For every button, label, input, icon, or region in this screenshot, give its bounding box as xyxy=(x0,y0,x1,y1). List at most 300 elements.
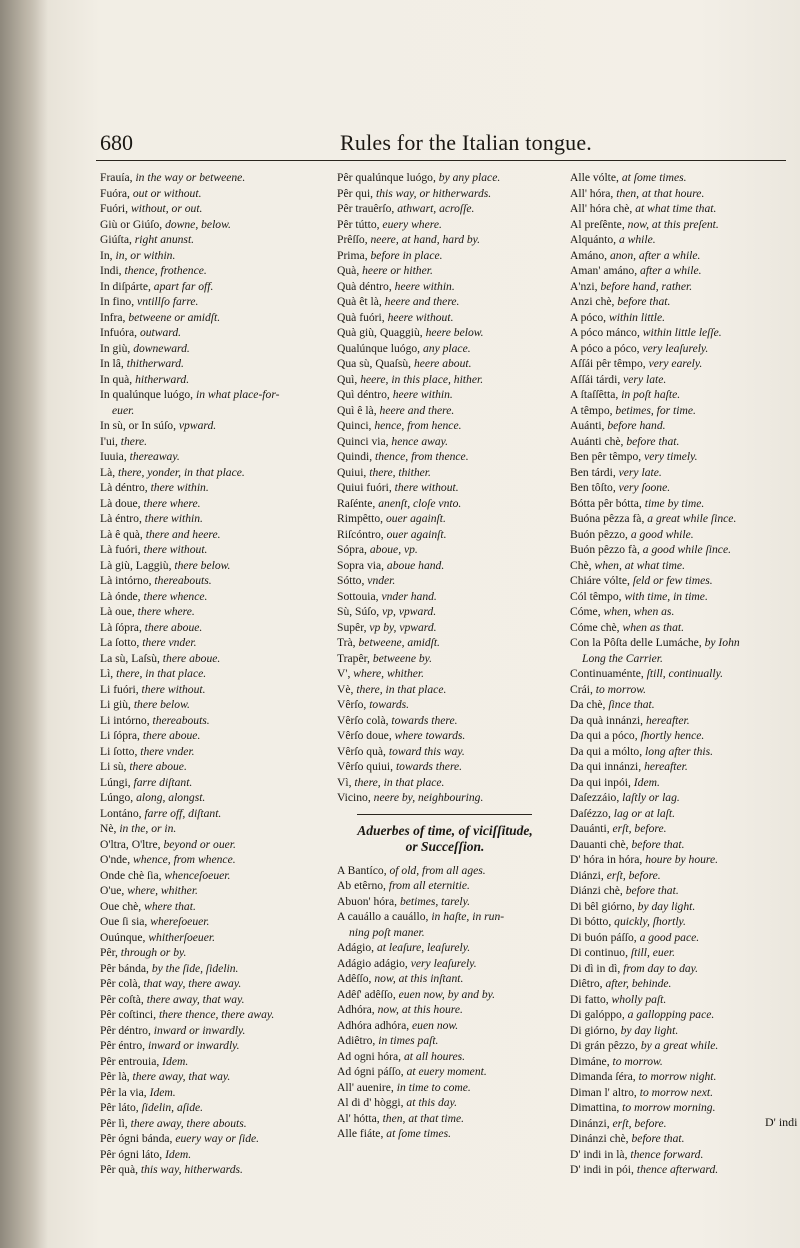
italian-term: Sótto, xyxy=(337,574,365,587)
italian-term: Frauía, xyxy=(100,171,133,184)
english-gloss: lag or at laſt. xyxy=(613,806,675,820)
italian-term: Indi, xyxy=(100,264,122,277)
english-gloss: thence afterward. xyxy=(636,1163,719,1176)
dictionary-entry xyxy=(100,1147,332,1163)
english-gloss: betweene or amidſt. xyxy=(128,310,221,324)
english-gloss: very earely. xyxy=(648,357,703,370)
english-gloss: heere and there. xyxy=(384,295,460,308)
english-gloss: where, whither. xyxy=(353,667,425,680)
italian-term: Pêr qualúnque luógo, xyxy=(337,171,436,184)
english-gloss: ſhortly hence. xyxy=(640,729,705,742)
italian-term: La ſotto, xyxy=(100,636,140,649)
english-gloss: very timely. xyxy=(644,450,698,463)
italian-term: Dimanda ſéra, xyxy=(570,1070,636,1083)
dictionary-entry xyxy=(337,232,563,248)
italian-term: Quì, xyxy=(337,372,358,386)
dictionary-entry xyxy=(570,899,790,915)
english-gloss: heere below. xyxy=(425,326,484,339)
dictionary-entry xyxy=(100,868,332,884)
italian-term: Li fuóri, xyxy=(100,682,139,696)
italian-term: Pêr láto, xyxy=(100,1101,139,1114)
dictionary-entry xyxy=(337,263,563,279)
english-gloss: before hand. xyxy=(607,419,666,432)
italian-term: Di continuo, xyxy=(570,946,628,959)
english-gloss: anenſt, cloſe vnto. xyxy=(378,496,462,510)
english-gloss: there and heere. xyxy=(145,527,221,541)
italian-term: Da qui inpói, xyxy=(570,775,631,789)
english-gloss: ouer againſt. xyxy=(385,512,446,525)
english-gloss: there away, that way. xyxy=(146,992,245,1006)
english-gloss: before that. xyxy=(631,837,685,851)
dictionary-entry xyxy=(100,542,332,558)
dictionary-entry xyxy=(100,294,332,310)
dictionary-entry xyxy=(337,589,563,605)
italian-term: Quiui, xyxy=(337,465,367,479)
english-gloss: in what place-for- xyxy=(195,388,280,401)
italian-term: A póco mánco, xyxy=(570,326,640,339)
italian-term: Supêr, xyxy=(337,620,367,634)
english-gloss: with time, in time. xyxy=(624,589,708,603)
italian-term: Alle fiáte, xyxy=(337,1127,384,1140)
italian-term: Da qui innánzi, xyxy=(570,760,642,773)
english-gloss: very ſoone. xyxy=(618,481,671,494)
italian-term: Lúngo, xyxy=(100,791,134,804)
dictionary-entry xyxy=(100,806,332,822)
italian-term: Da qui a mólto, xyxy=(570,744,643,758)
italian-term: Oue chè, xyxy=(100,899,142,913)
italian-term: Quà fuóri, xyxy=(337,310,385,324)
english-gloss: thitherward. xyxy=(126,357,184,370)
italian-term: Crái, xyxy=(570,682,593,696)
english-gloss: thence, from thence. xyxy=(375,450,469,463)
italian-term: Di galóppo, xyxy=(570,1008,625,1021)
dictionary-entry xyxy=(100,1038,332,1054)
english-gloss: heere within. xyxy=(394,279,455,293)
italian-term: In fino, xyxy=(100,295,135,308)
italian-term: I'ui, xyxy=(100,434,118,448)
italian-term: Vêrſo quà, xyxy=(337,744,386,758)
dictionary-entry xyxy=(337,465,563,481)
english-gloss: there where. xyxy=(137,605,195,618)
dictionary-entry xyxy=(100,899,332,915)
dictionary-entry xyxy=(100,263,332,279)
italian-term: Quà déntro, xyxy=(337,279,392,293)
dictionary-entry xyxy=(570,1100,790,1116)
italian-term: Qua sù, Quaſsù, xyxy=(337,357,412,370)
dictionary-entry xyxy=(337,697,563,713)
italian-term: Là intórno, xyxy=(100,574,152,587)
english-gloss: euen now, by and by. xyxy=(398,987,496,1001)
dictionary-entry xyxy=(337,790,563,806)
dictionary-entry xyxy=(570,434,790,450)
english-gloss: towards there. xyxy=(391,713,458,727)
dictionary-entry xyxy=(337,863,563,879)
italian-term: Pêr coſtà, xyxy=(100,992,144,1006)
italian-term: Pêr entrouia, xyxy=(100,1054,160,1068)
english-gloss: Idem. xyxy=(162,1054,189,1068)
dictionary-entry xyxy=(337,940,563,956)
italian-term: Fuóri, xyxy=(100,202,129,215)
dictionary-entry xyxy=(100,666,332,682)
italian-term: Alquánto, xyxy=(570,233,617,246)
dictionary-entry xyxy=(570,1007,790,1023)
italian-term: Infuóra, xyxy=(100,326,138,339)
dictionary-entry xyxy=(100,201,332,217)
english-gloss: ſtill, continually. xyxy=(646,667,723,680)
english-gloss: there, in that place. xyxy=(354,775,445,789)
dictionary-entry xyxy=(337,542,563,558)
italian-term: Ben tôſto, xyxy=(570,481,616,494)
italian-term: Cól têmpo, xyxy=(570,589,622,603)
italian-term: Raſénte, xyxy=(337,496,376,510)
dictionary-entry xyxy=(570,542,790,558)
italian-term: Diman l' altro, xyxy=(570,1085,637,1099)
italian-term: Li sù, xyxy=(100,760,127,773)
italian-term: O'nde, xyxy=(100,853,131,866)
dictionary-entry xyxy=(570,930,790,946)
italian-term: Buón pêzzo, xyxy=(570,527,628,541)
dictionary-entry xyxy=(337,372,563,388)
italian-term: Daſezzáio, xyxy=(570,791,620,804)
italian-term: In sù, or In súſo, xyxy=(100,419,176,432)
dictionary-entry xyxy=(337,170,563,186)
english-gloss: before that. xyxy=(631,1132,685,1145)
italian-term: In qualúnque luógo, xyxy=(100,388,194,401)
italian-term: Là doue, xyxy=(100,496,141,510)
dictionary-entry xyxy=(337,651,563,667)
dictionary-entry xyxy=(570,356,790,372)
dictionary-entry xyxy=(100,852,332,868)
dictionary-entry xyxy=(570,883,790,899)
english-gloss: Idem. xyxy=(149,1085,176,1099)
english-gloss: erſt, before. xyxy=(612,1116,667,1130)
dictionary-entry xyxy=(570,682,790,698)
english-gloss: in poſt haſte. xyxy=(621,388,681,401)
english-gloss: ſeld or few times. xyxy=(632,574,713,587)
english-gloss: there vnder. xyxy=(142,636,197,649)
dictionary-entry xyxy=(570,418,790,434)
english-gloss: thence, frothence. xyxy=(124,264,207,277)
dictionary-entry xyxy=(100,744,332,760)
italian-term: Quindi, xyxy=(337,450,373,463)
english-gloss: quickly, ſhortly. xyxy=(614,915,686,928)
english-gloss: in times paſt. xyxy=(378,1034,439,1047)
italian-term: Dauánti, xyxy=(570,822,610,835)
dictionary-entry xyxy=(100,821,332,837)
page-number: 680 xyxy=(100,130,133,155)
italian-term: Adágio, xyxy=(337,941,375,954)
dictionary-entry xyxy=(570,666,790,682)
english-gloss: a good while ſince. xyxy=(642,543,731,556)
english-gloss: there where. xyxy=(143,496,201,510)
section-divider xyxy=(357,814,532,815)
english-gloss: there, in that place. xyxy=(356,682,447,696)
english-gloss: a gallopping pace. xyxy=(627,1008,715,1021)
dictionary-entry xyxy=(570,837,790,853)
english-gloss: by any place. xyxy=(438,171,501,184)
english-gloss: a good while. xyxy=(630,527,694,541)
dictionary-entry xyxy=(570,1023,790,1039)
italian-term: Di dì in dì, xyxy=(570,961,621,975)
dictionary-entry xyxy=(337,325,563,341)
dictionary-entry xyxy=(100,1100,332,1116)
english-gloss: very leaſurely. xyxy=(410,956,477,970)
dictionary-entry xyxy=(100,356,332,372)
english-gloss: long after this. xyxy=(645,744,714,758)
english-gloss: neere, at hand, hard by. xyxy=(370,233,481,246)
italian-term: Adhóra, xyxy=(337,1003,375,1016)
dictionary-entry xyxy=(337,775,563,791)
italian-term: Pêr bánda, xyxy=(100,961,149,975)
italian-term: Pêr qui, xyxy=(337,186,374,200)
italian-term: Pêr trauêrſo, xyxy=(337,202,395,215)
dictionary-entry xyxy=(100,387,332,403)
dictionary-entry xyxy=(570,651,790,667)
italian-term: D' indi in là, xyxy=(570,1147,628,1161)
italian-term: D' indi in pói, xyxy=(570,1163,634,1176)
english-gloss: after, behinde. xyxy=(605,977,672,990)
dictionary-entry xyxy=(100,635,332,651)
english-gloss: aboue, vp. xyxy=(369,543,418,556)
dictionary-entry xyxy=(570,341,790,357)
english-gloss: euen now. xyxy=(412,1018,459,1032)
english-gloss: there aboue. xyxy=(142,729,201,742)
english-gloss: there away, that way. xyxy=(132,1070,231,1083)
english-gloss: whereſoeuer. xyxy=(150,915,210,928)
english-gloss: euery way or ſide. xyxy=(175,1132,260,1145)
italian-term: Prima, xyxy=(337,248,368,262)
english-gloss: wholly paſt. xyxy=(611,992,667,1006)
italian-term: Qualúnque luógo, xyxy=(337,341,421,355)
english-gloss: there aboue. xyxy=(144,620,203,634)
italian-term: Buón pêzzo fà, xyxy=(570,543,640,556)
dictionary-entry xyxy=(337,620,563,636)
italian-term: Nè, xyxy=(100,822,117,835)
dictionary-entry xyxy=(337,1126,563,1142)
english-gloss: then, at that houre. xyxy=(616,186,705,200)
dictionary-entry xyxy=(570,589,790,605)
dictionary-entry xyxy=(570,1116,790,1132)
dictionary-entry xyxy=(570,465,790,481)
english-gloss: Idem. xyxy=(165,1147,192,1161)
dictionary-entry xyxy=(337,971,563,987)
english-gloss: now, at this houre. xyxy=(377,1003,463,1016)
english-gloss: apart far off. xyxy=(153,279,214,293)
dictionary-entry xyxy=(570,1147,790,1163)
italian-term: In lâ, xyxy=(100,357,124,370)
dictionary-entry xyxy=(337,310,563,326)
dictionary-entry xyxy=(570,759,790,775)
italian-term: Vêrſo colà, xyxy=(337,713,389,727)
column-left xyxy=(100,170,332,1178)
dictionary-entry xyxy=(337,527,563,543)
english-gloss: by day light. xyxy=(637,899,696,913)
dictionary-entry xyxy=(570,852,790,868)
english-gloss: whenceſoeuer. xyxy=(164,868,231,882)
dictionary-entry xyxy=(337,1018,563,1034)
english-gloss: then, at that time. xyxy=(382,1111,465,1125)
italian-term: Pêr quà, xyxy=(100,1163,138,1176)
italian-term: Al' hótta, xyxy=(337,1111,380,1125)
dictionary-entry xyxy=(570,387,790,403)
dictionary-entry xyxy=(100,496,332,512)
dictionary-entry xyxy=(570,620,790,636)
english-gloss: betweene by. xyxy=(372,651,433,665)
italian-term: Vêrſo doue, xyxy=(337,729,392,742)
english-gloss: hitherward. xyxy=(135,372,190,386)
english-gloss: of old, from all ages. xyxy=(389,863,486,877)
dictionary-entry xyxy=(570,976,790,992)
dictionary-entry xyxy=(100,1054,332,1070)
italian-term: Auánti chè, xyxy=(570,434,624,448)
dictionary-entry xyxy=(337,418,563,434)
italian-term: Adhóra adhóra, xyxy=(337,1018,410,1032)
italian-term: Cóme, xyxy=(570,605,601,618)
english-gloss: heere within. xyxy=(392,388,453,401)
english-gloss: vnder hand. xyxy=(381,589,437,603)
dictionary-entry xyxy=(100,682,332,698)
english-gloss: euer. xyxy=(112,403,135,417)
dictionary-entry xyxy=(337,878,563,894)
english-gloss: anon, after a while. xyxy=(609,248,701,262)
english-gloss: right anunst. xyxy=(134,233,195,246)
dictionary-entry xyxy=(570,279,790,295)
dictionary-entry xyxy=(570,1085,790,1101)
dictionary-entry xyxy=(570,806,790,822)
italian-term: Quì ê là, xyxy=(337,403,377,417)
english-gloss: hence away. xyxy=(391,434,449,448)
italian-term: Buóna pêzza fà, xyxy=(570,512,645,525)
english-gloss: ouer againſt. xyxy=(386,527,447,541)
dictionary-entry xyxy=(337,356,563,372)
dictionary-entry xyxy=(100,697,332,713)
dictionary-entry xyxy=(337,511,563,527)
dictionary-entry xyxy=(337,573,563,589)
english-gloss: farre diſtant. xyxy=(133,775,193,789)
italian-term: Ad ogni hóra, xyxy=(337,1049,402,1063)
dictionary-entry xyxy=(570,310,790,326)
english-gloss: in haſte, in run- xyxy=(431,910,505,923)
italian-term: Là, xyxy=(100,465,116,479)
dictionary-entry xyxy=(100,604,332,620)
english-gloss: downeward. xyxy=(133,341,190,355)
english-gloss: before hand, rather. xyxy=(600,279,693,293)
italian-term: A cauállo a cauállo, xyxy=(337,910,429,923)
english-gloss: out or without. xyxy=(132,186,202,200)
dictionary-entry xyxy=(100,914,332,930)
italian-term: Là oue, xyxy=(100,605,135,618)
italian-term: Dimáne, xyxy=(570,1054,610,1068)
italian-term: Là éntro, xyxy=(100,512,142,525)
english-gloss: heere without. xyxy=(387,310,454,324)
italian-term: Di bótto, xyxy=(570,915,612,928)
english-gloss: aboue hand. xyxy=(386,558,445,572)
italian-term: Di grán pêzzo, xyxy=(570,1039,638,1052)
english-gloss: to morrow next. xyxy=(639,1085,714,1099)
dictionary-entry xyxy=(570,945,790,961)
italian-term: Dauanti chè, xyxy=(570,837,629,851)
english-gloss: heere or hither. xyxy=(362,264,433,277)
dictionary-entry xyxy=(100,1023,332,1039)
english-gloss: by the ſide, ſidelin. xyxy=(151,961,239,975)
column-right xyxy=(570,170,790,1178)
italian-term: A'nzi, xyxy=(570,279,598,293)
italian-term: Pêr ógni bánda, xyxy=(100,1132,173,1145)
dictionary-entry xyxy=(100,976,332,992)
italian-term: Giúſta, xyxy=(100,233,132,246)
english-gloss: along, alongst. xyxy=(136,791,206,804)
english-gloss: there within. xyxy=(150,481,209,494)
dictionary-entry xyxy=(337,728,563,744)
dictionary-entry xyxy=(570,728,790,744)
english-gloss: this way, hitherwards. xyxy=(140,1163,243,1176)
dictionary-entry xyxy=(337,217,563,233)
english-gloss: thereaway. xyxy=(129,450,180,463)
italian-term: Là déntro, xyxy=(100,481,148,494)
italian-term: Da chè, xyxy=(570,698,606,711)
italian-term: A póco a póco, xyxy=(570,341,640,355)
english-gloss: from day to day. xyxy=(623,961,699,975)
english-gloss: beyond or ouer. xyxy=(163,837,236,851)
english-gloss: before in place. xyxy=(370,248,443,262)
english-gloss: before that. xyxy=(626,434,680,448)
dictionary-entry xyxy=(100,372,332,388)
english-gloss: toward this way. xyxy=(388,744,465,758)
italian-term: Oue ſi sia, xyxy=(100,915,148,928)
dictionary-entry xyxy=(337,1064,563,1080)
italian-term: Rimpêtto, xyxy=(337,512,384,525)
dictionary-entry xyxy=(100,170,332,186)
english-gloss: towards. xyxy=(369,698,410,711)
dictionary-entry xyxy=(570,1069,790,1085)
dictionary-entry xyxy=(100,480,332,496)
dictionary-entry xyxy=(570,248,790,264)
dictionary-entry xyxy=(100,186,332,202)
italian-term: Sù, Súſo, xyxy=(337,605,380,618)
dictionary-entry xyxy=(337,294,563,310)
page-header xyxy=(96,130,786,161)
italian-term: Sopra via, xyxy=(337,558,385,572)
dictionary-entry xyxy=(100,279,332,295)
section-title-line1: Aduerbes of time, of viciſſitude, xyxy=(357,822,533,838)
dictionary-entry xyxy=(337,925,563,941)
dictionary-entry xyxy=(570,1038,790,1054)
column-middle xyxy=(337,170,563,1142)
italian-term: Di giórno, xyxy=(570,1023,618,1037)
english-gloss: ſince that. xyxy=(608,698,655,711)
italian-term: Diánzi chè, xyxy=(570,884,623,897)
dictionary-entry xyxy=(100,1131,332,1147)
english-gloss: there, in that place. xyxy=(116,667,207,680)
italian-term: Aman' amáno, xyxy=(570,264,638,277)
italian-term: Diêtro, xyxy=(570,977,603,990)
italian-term: Amáno, xyxy=(570,248,608,262)
dictionary-entry xyxy=(570,713,790,729)
dictionary-entry xyxy=(100,1162,332,1178)
dictionary-entry xyxy=(337,1095,563,1111)
dictionary-entry xyxy=(570,170,790,186)
dictionary-entry xyxy=(570,294,790,310)
italian-term: Prêſſo, xyxy=(337,233,368,246)
italian-term: In, xyxy=(100,248,113,262)
dictionary-entry xyxy=(100,310,332,326)
dictionary-entry xyxy=(100,883,332,899)
dictionary-entry xyxy=(100,1007,332,1023)
english-gloss: before that. xyxy=(625,884,679,897)
dictionary-entry xyxy=(337,434,563,450)
dictionary-entry xyxy=(570,1162,790,1178)
english-gloss: heere and there. xyxy=(379,403,455,417)
